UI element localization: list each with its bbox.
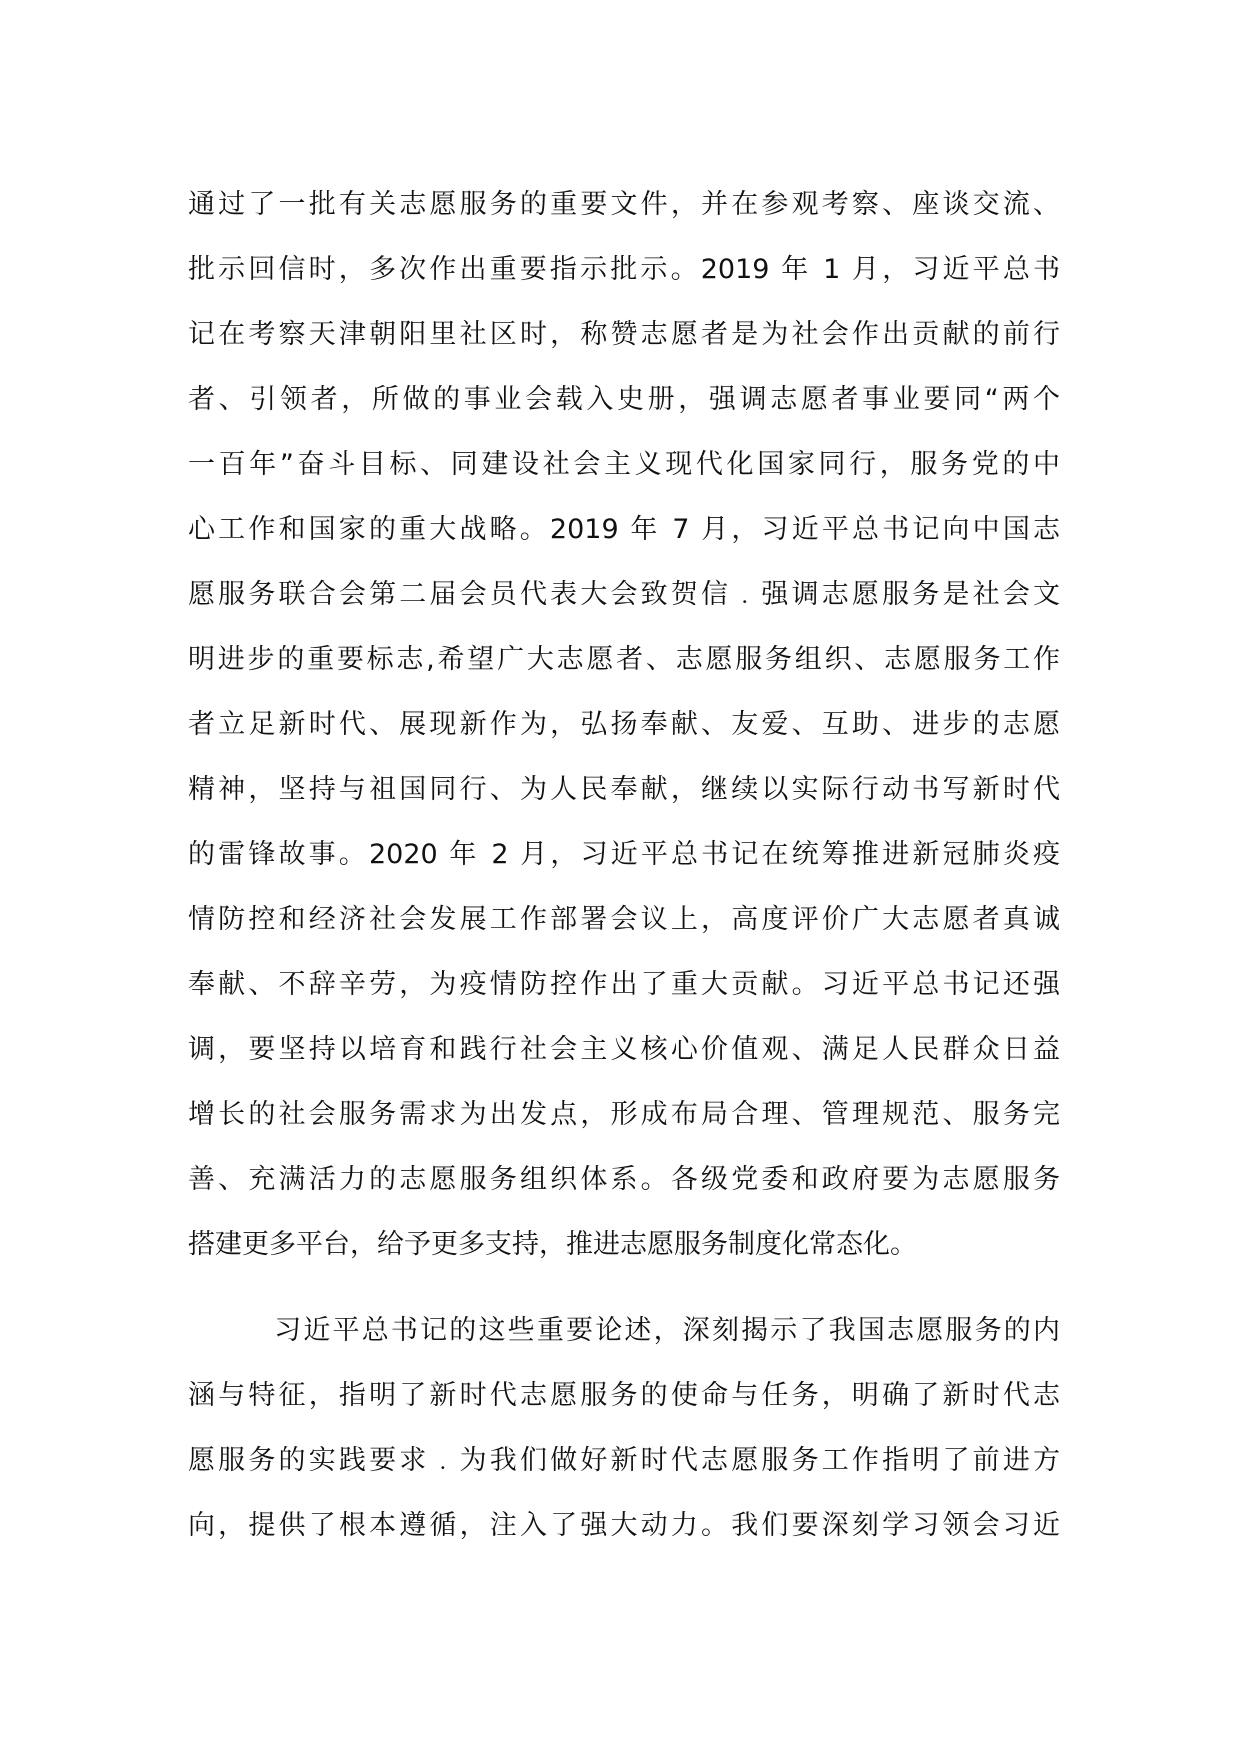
paragraph-2 <box>188 1298 1060 1558</box>
text-line: 记在考察天津朝阳里社区时，称赞志愿者是为社会作出贡献的前行 <box>188 319 1060 350</box>
text-line: 搭建更多平台，给予更多支持，推进志愿服务制度化常态化。 <box>188 1229 917 1260</box>
text-line: 愿服务联合会第二届会员代表大会致贺信﹒强调志愿服务是社会文 <box>188 579 1060 610</box>
text-line: 情防控和经济社会发展工作部署会议上，高度评价广大志愿者真诚 <box>188 904 1060 935</box>
text-line: 心工作和国家的重大战略。2019 年 7 月，习近平总书记向中国志 <box>188 514 1060 545</box>
text-line: 习近平总书记的这些重要论述，深刻揭示了我国志愿服务的内 <box>188 1315 1060 1346</box>
text-line: 的雷锋故事。2020 年 2 月，习近平总书记在统筹推进新冠肺炎疫 <box>188 839 1060 870</box>
text-line: 通过了一批有关志愿服务的重要文件，并在参观考察、座谈交流、 <box>188 189 1060 220</box>
paragraph-1 <box>188 172 1060 1277</box>
text-line: 明进步的重要标志,希望广大志愿者、志愿服务组织、志愿服务工作 <box>188 644 1060 675</box>
text-line: 批示回信时，多次作出重要指示批示。2019 年 1 月，习近平总书 <box>188 254 1060 285</box>
text-line: 增长的社会服务需求为出发点，形成布局合理、管理规范、服务完 <box>188 1099 1060 1130</box>
text-line: 愿服务的实践要求﹒为我们做好新时代志愿服务工作指明了前进方 <box>188 1445 1060 1476</box>
text-line: 调，要坚持以培育和践行社会主义核心价值观、满足人民群众日益 <box>188 1034 1060 1065</box>
text-line: 向，提供了根本遵循，注入了强大动力。我们要深刻学习领会习近 <box>188 1510 1060 1541</box>
text-line: 一百年”奋斗目标、同建设社会主义现代化国家同行，服务党的中 <box>188 449 1060 480</box>
text-line: 奉献、不辞辛劳，为疫情防控作出了重大贡献。习近平总书记还强 <box>188 969 1060 1000</box>
text-line: 涵与特征，指明了新时代志愿服务的使命与任务，明确了新时代志 <box>188 1380 1060 1411</box>
text-line: 精神，坚持与祖国同行、为人民奉献，继续以实际行动书写新时代 <box>188 774 1060 805</box>
text-line: 善、充满活力的志愿服务组织体系。各级党委和政府要为志愿服务 <box>188 1164 1060 1195</box>
text-line: 者、引领者，所做的事业会载入史册，强调志愿者事业要同“两个 <box>188 384 1060 415</box>
text-line: 者立足新时代、展现新作为，弘扬奉献、友爱、互助、进步的志愿 <box>188 709 1060 740</box>
